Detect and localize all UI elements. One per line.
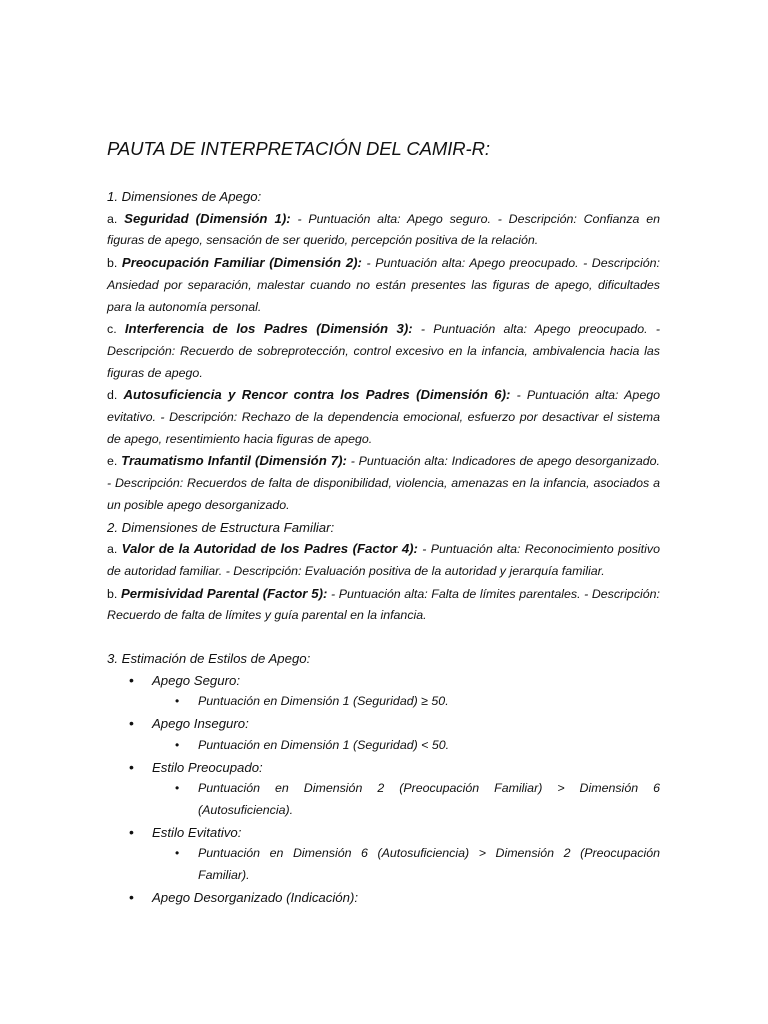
bullet-icon: • [129,758,134,775]
item-letter: a. [107,211,118,226]
spacer [107,627,660,648]
style-item [107,822,660,844]
bullet-icon: • [175,781,180,796]
item-label: Autosuficiencia y Rencor contra los Padres (Dimensión 6): [123,387,511,403]
dimension-item [107,208,660,252]
bullet-icon: • [175,694,180,709]
factor-item [107,538,660,582]
style-item [107,757,660,779]
criterion-item [107,778,660,821]
bullet-icon: • [175,737,180,752]
item-text: - Puntuación alta: Reconocimiento positivo de autoridad familiar. - Descripción: Evaluación positiva de la autoridad y jerarquía familiar. [107,542,660,578]
item-label: Traumatismo Infantil (Dimensión 7): [121,453,347,469]
section-attachment-dimensions [107,186,660,517]
factor-item [107,583,660,627]
criterion-text: Puntuación en Dimensión 6 (Autosuficiencia) > Dimensión 2 (Preocupación Familiar). [198,846,660,883]
bullet-icon: • [129,671,134,688]
item-label: Interferencia de los Padres (Dimensión 3): [124,321,413,337]
item-text: - Puntuación alta: Apego evitativo. - Descripción: Rechazo de la dependencia emocional, esfuerzo por desactivar el sistema de apego, resentimiento hacia figuras de apego. [107,388,660,446]
item-letter: b. [107,256,118,271]
item-label: Permisividad Parental (Factor 5): [120,585,328,601]
dimension-item [107,252,660,318]
item-text: - Puntuación alta: Apego preocupado. - Descripción: Recuerdo de sobreprotección, control excesivo en la infancia, ambivalencia hacia las figuras de apego. [107,322,660,380]
item-text: - Puntuación alta: Indicadores de apego desorganizado. - Descripción: Recuerdos de falta de disponibilidad, violencia, amenazas en la infancia, asociados a un posible apego desorganizado. [107,454,660,512]
item-text: - Puntuación alta: Apego seguro. - Descripción: Confianza en figuras de apego, sensación de ser querido, percepción positiva de la relación. [107,211,660,248]
bullet-icon: • [175,846,180,861]
section-heading: 3. Estimación de Estilos de Apego: [107,651,311,667]
item-letter: d. [107,388,118,403]
item-letter: b. [107,586,118,601]
item-letter: e. [107,454,118,469]
criterion-item [107,735,660,757]
section-attachment-styles [107,648,660,908]
item-label: Valor de la Autoridad de los Padres (Factor 4): [121,541,418,557]
style-label: Estilo Evitativo: [152,824,242,840]
dimension-item [107,450,660,516]
criterion-item [107,691,660,713]
dimension-item [107,384,660,450]
document-title: PAUTA DE INTERPRETACIÓN DEL CAMIR-R: [107,138,490,159]
criterion-text: Puntuación en Dimensión 1 (Seguridad) < 50. [198,737,450,752]
styles-list [107,670,660,909]
style-label: Apego Inseguro: [152,716,249,732]
document-content [107,138,660,909]
item-letter: c. [107,322,117,337]
bullet-icon: • [129,823,134,840]
item-label: Seguridad (Dimensión 1): [124,210,291,226]
style-item [107,670,660,692]
section-heading: 2. Dimensiones de Estructura Familiar: [107,519,335,535]
criterion-text: Puntuación en Dimensión 2 (Preocupación Familiar) > Dimensión 6 (Autosuficiencia). [198,781,660,817]
dimension-item [107,318,660,384]
item-letter: a. [107,542,118,557]
bullet-icon: • [129,715,134,732]
criterion-item [107,843,660,886]
style-label: Apego Desorganizado (Indicación): [152,889,358,905]
section-heading: 1. Dimensiones de Apego: [107,189,262,204]
style-label: Estilo Preocupado: [152,759,263,775]
criterion-text: Puntuación en Dimensión 1 (Seguridad) ≥ 50. [198,694,449,709]
bullet-icon: • [129,888,134,905]
item-text: - Puntuación alta: Apego preocupado. - Descripción: Ansiedad por separación, malestar cuando no están presentes las figuras de apego, dificultades para la autonomía personal. [107,256,660,314]
section-family-structure [107,517,660,628]
item-label: Preocupación Familiar (Dimensión 2): [121,255,362,271]
style-label: Apego Seguro: [152,672,240,688]
style-item [107,713,660,735]
style-item [107,887,660,909]
item-text: - Puntuación alta: Falta de límites parentales. - Descripción: Recuerdo de falta de límites y guía parental en la infancia. [107,586,660,623]
